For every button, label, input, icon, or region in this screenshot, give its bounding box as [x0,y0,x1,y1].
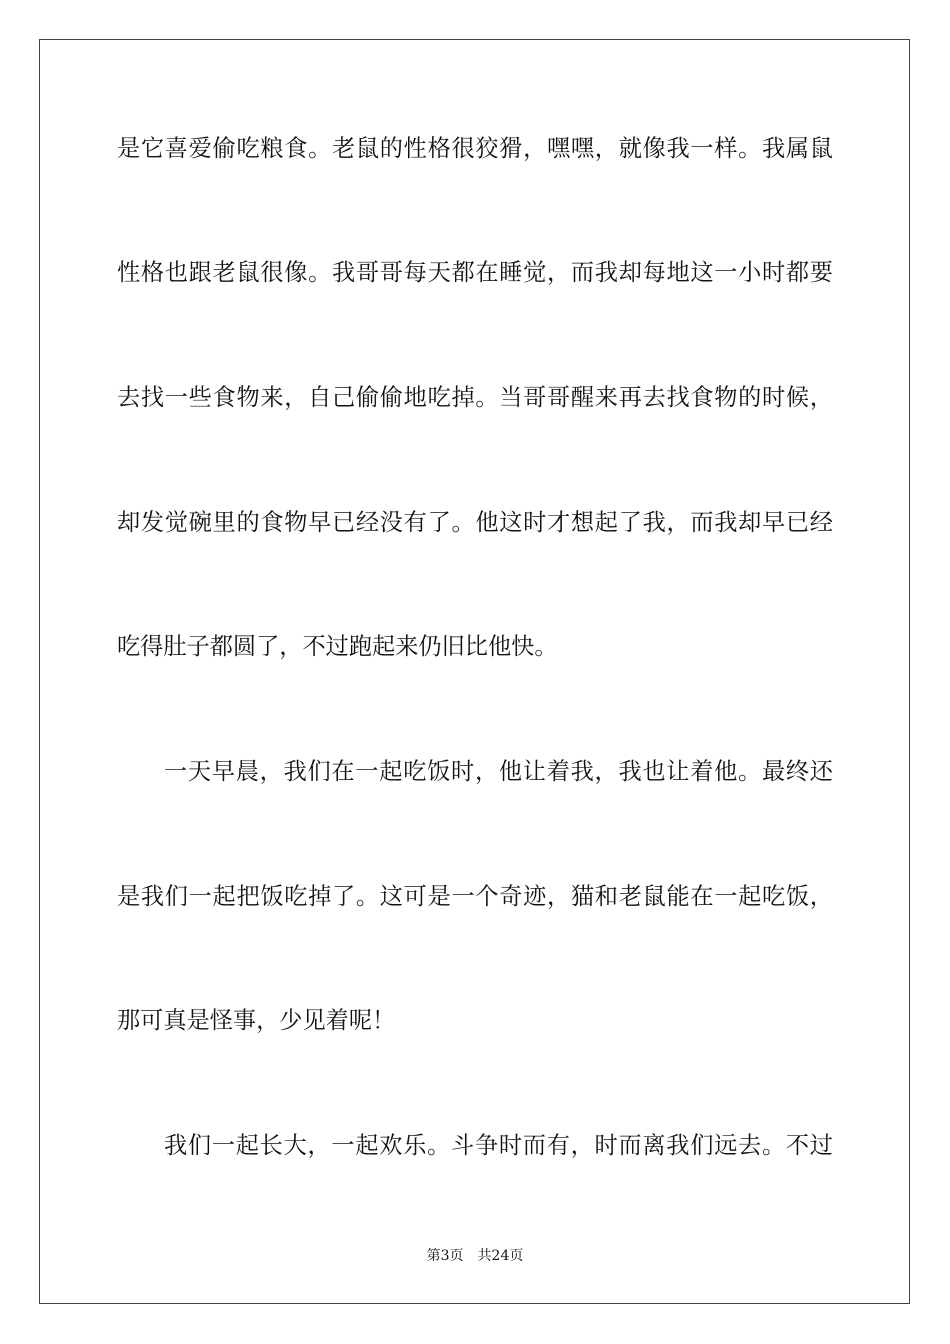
body-line-7: 是我们一起把饭吃掉了。这可是一个奇迹，猫和老鼠能在一起吃饭， [117,883,833,910]
body-line-2: 性格也跟老鼠很像。我哥哥每天都在睡觉，而我却每地这一小时都要 [117,259,833,286]
body-line-9: 我们一起长大，一起欢乐。斗争时而有，时而离我们远去。不过 [164,1132,833,1159]
body-line-6: 一天早晨，我们在一起吃饭时，他让着我，我也让着他。最终还 [164,758,833,785]
page-border [39,39,910,1304]
body-line-5: 吃得肚子都圆了，不过跑起来仍旧比他快。 [117,633,558,660]
body-line-1: 是它喜爱偷吃粮食。老鼠的性格很狡猾，嘿嘿，就像我一样。我属鼠 [117,135,833,162]
body-line-3: 去找一些食物来，自己偷偷地吃掉。当哥哥醒来再去找食物的时候， [117,384,833,411]
body-line-8: 那可真是怪事，少见着呢！ [117,1007,396,1034]
total-pages: 共24页 [477,1248,524,1264]
page-footer [0,1247,950,1265]
body-line-4: 却发觉碗里的食物早已经没有了。他这时才想起了我，而我却早已经 [117,509,833,536]
page-number: 第3页 [426,1248,464,1264]
